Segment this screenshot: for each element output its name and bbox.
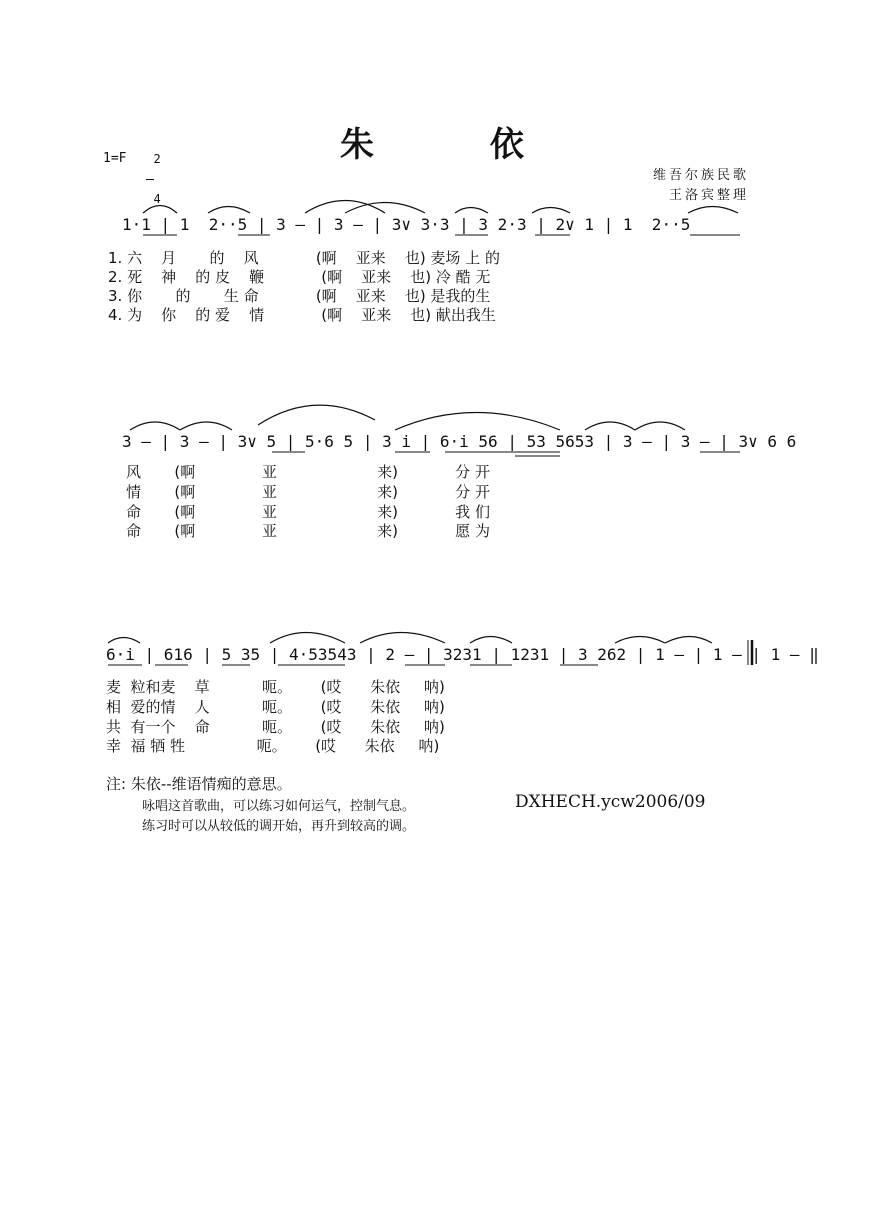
lyric-line-3-verse-4: 幸 福 牺 牲 呃。 (哎 朱依 呐) [106, 737, 440, 755]
lyric-line-2-verse-4: 命 (啊 亚 来) 愿 为 [126, 522, 490, 540]
slur [345, 203, 425, 214]
footnote-line-3: 练习时可以从较低的调开始，再升到较高的调。 [142, 819, 416, 834]
key-signature: 1=F [103, 151, 127, 166]
slur [635, 422, 685, 430]
slur [180, 422, 232, 430]
footnote-line-2: 咏唱这首歌曲，可以练习如何运气，控制气息。 [142, 799, 416, 814]
lyric-line-3-verse-3: 共 有一个 命 呃。 (哎 朱依 呐) [106, 718, 445, 736]
lyric-line-2-verse-2: 情 (啊 亚 来) 分 开 [126, 483, 490, 501]
slur [360, 633, 445, 644]
slur [615, 637, 665, 644]
slur [258, 405, 375, 425]
signature: DXHECH.ycw2006/09 [515, 792, 706, 812]
slur [470, 637, 512, 644]
lyric-line-3-verse-1: 麦 粒和麦 草 呃。 (哎 朱依 呐) [106, 678, 445, 696]
score-line-1: 1·1 | 1 2··5 | 3 – | 3 – | 3∨ 3·3 | 3 2·3 | 2∨ 1 | 1 2··5 [122, 215, 691, 234]
lyric-line-1-verse-3: 3. 你 的 生 命 (啊 亚来 也) 是我的生 [108, 287, 491, 305]
slur [143, 206, 177, 214]
slur [130, 422, 180, 430]
slur [305, 201, 385, 214]
slur [665, 637, 712, 644]
meter-top: 2 [153, 152, 161, 166]
footnote-line-1: 注: 朱依--维语情痴的意思。 [106, 775, 292, 793]
lyric-line-1-verse-1: 1. 六 月 的 风 (啊 亚来 也) 麦场 上 的 [108, 249, 500, 267]
credit-origin: 维吾尔族民歌 [652, 168, 749, 183]
lyric-line-2-verse-1: 风 (啊 亚 来) 分 开 [126, 463, 490, 481]
slur [585, 422, 635, 430]
credit-arranger: 王洛宾整理 [668, 188, 749, 203]
lyric-line-2-verse-3: 命 (啊 亚 来) 我 们 [126, 503, 490, 521]
lyric-line-1-verse-4: 4. 为 你 的 爱 情 (啊 亚来 也) 献出我生 [108, 306, 496, 324]
slur [270, 633, 345, 644]
lyric-line-3-verse-2: 相 爱的情 人 呃。 (哎 朱依 呐) [106, 698, 445, 716]
slur [108, 638, 140, 644]
score-line-3: 6·i | 616 | 5 35 | 4·53543 | 2 – | 3231 | 1231 | 3 262 | 1 – | 1 – | 1 – ‖ [106, 645, 819, 664]
slur [395, 413, 560, 431]
lyric-line-1-verse-2: 2. 死 神 的 皮 鞭 (啊 亚来 也) 冷 酷 无 [108, 268, 491, 286]
meter-bottom: 4 [153, 192, 161, 206]
slur [532, 208, 570, 214]
song-title: 朱 依 [340, 125, 576, 165]
slur [455, 208, 488, 214]
slur [208, 207, 250, 214]
score-line-2: 3 – | 3 – | 3∨ 5 | 5·6 5 | 3 i | 6·i 56 | 53 5653 | 3 – | 3 – | 3∨ 6 6 [122, 432, 797, 451]
slur [688, 207, 738, 214]
